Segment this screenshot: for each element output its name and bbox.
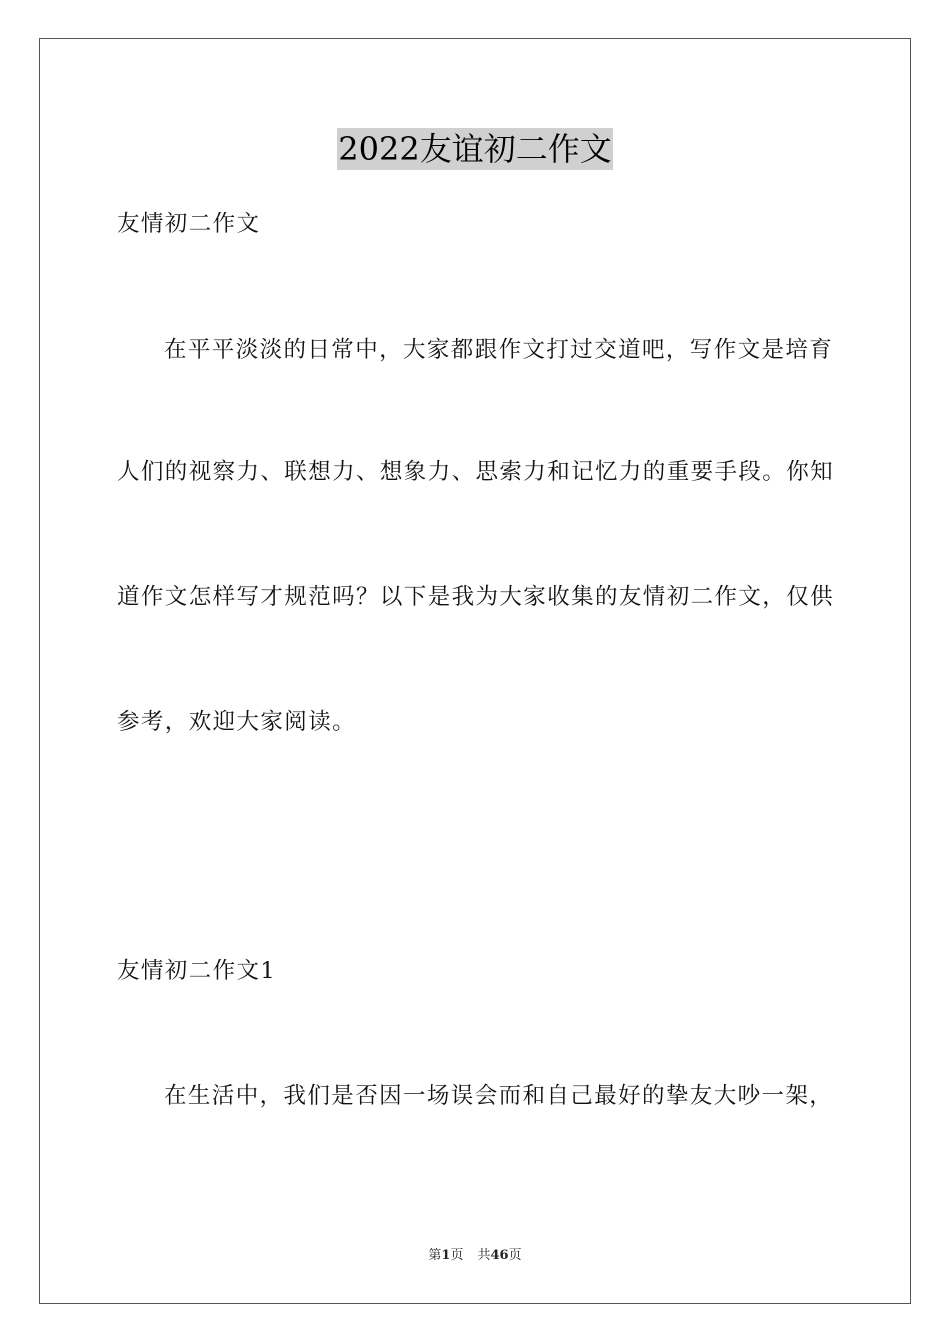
section-heading: 友情初二作文 — [117, 211, 261, 237]
section-heading: 友情初二作文1 — [117, 958, 277, 984]
footer-page-suffix: 页 — [450, 1248, 464, 1263]
footer-total-pages: 46 — [490, 1248, 509, 1263]
footer-page-number: 1 — [441, 1248, 451, 1263]
paragraph-line: 参考，欢迎大家阅读。 — [117, 709, 357, 735]
footer-total-prefix: 共 — [477, 1248, 491, 1263]
footer-page-prefix: 第 — [428, 1248, 442, 1263]
title-container — [0, 128, 950, 170]
paragraph-line: 在平平淡淡的日常中，大家都跟作文打过交道吧，写作文是培育 — [164, 337, 834, 363]
paragraph-line: 道作文怎样写才规范吗？以下是我为大家收集的友情初二作文，仅供 — [117, 584, 835, 610]
document-title: 2022友谊初二作文 — [338, 130, 612, 168]
page-footer — [0, 1247, 950, 1265]
footer-total-suffix: 页 — [508, 1248, 522, 1263]
paragraph-line: 人们的视察力、联想力、想象力、思索力和记忆力的重要手段。你知 — [117, 459, 835, 485]
paragraph-line: 在生活中，我们是否因一场误会而和自己最好的挚友大吵一架， — [164, 1083, 834, 1109]
